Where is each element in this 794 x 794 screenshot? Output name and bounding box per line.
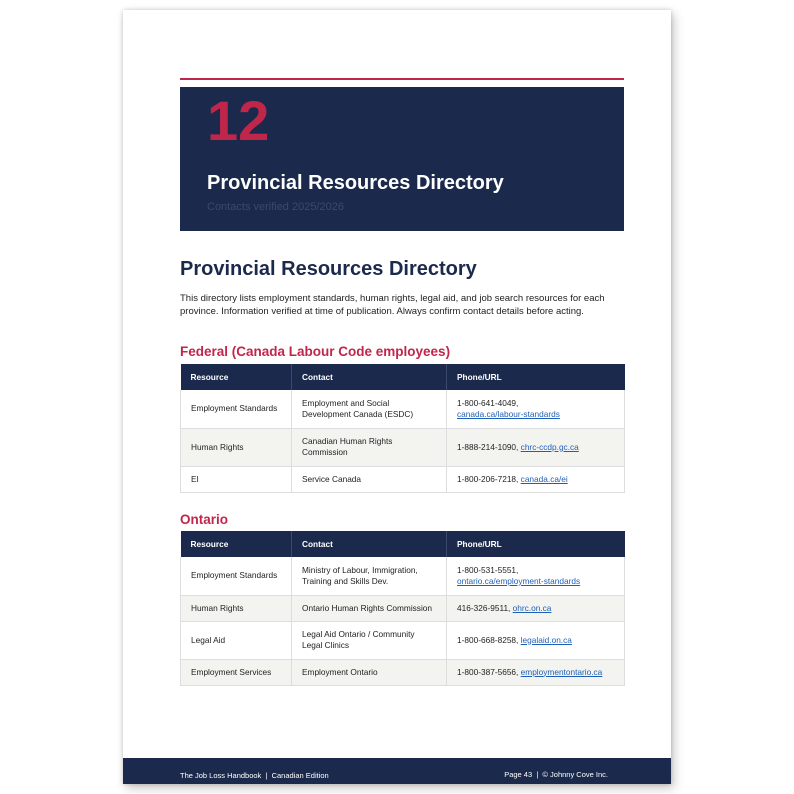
- contact-line: Canadian Human Rights: [302, 436, 393, 446]
- phone-number: 416-326-9511,: [457, 602, 511, 613]
- column-header-phone-url: Phone/URL: [447, 531, 625, 557]
- federal-table: [180, 364, 625, 493]
- cell-phone-url: [447, 595, 625, 621]
- cell-resource: Legal Aid: [181, 621, 292, 659]
- phone-number: 1-800-387-5656,: [457, 666, 519, 677]
- section-title: Provincial Resources Directory: [180, 258, 477, 280]
- cell-phone-url: [447, 466, 625, 492]
- resource-link[interactable]: legalaid.on.ca: [520, 634, 572, 645]
- cell-resource: Employment Standards: [181, 390, 292, 428]
- federal-heading: Federal (Canada Labour Code employees): [180, 344, 451, 359]
- phone-number: 1-800-668-8258,: [457, 634, 519, 645]
- resource-link[interactable]: ohrc.on.ca: [512, 602, 552, 613]
- cell-resource: Human Rights: [181, 428, 292, 466]
- footer-book-title: The Job Loss Handbook | Canadian Edition: [180, 771, 329, 780]
- resource-link[interactable]: canada.ca/labour-standards: [457, 408, 560, 419]
- phone-number: 1-800-641-4049,: [457, 397, 519, 408]
- ontario-table: [180, 531, 625, 686]
- table-row: [181, 390, 625, 428]
- cell-contact: [292, 390, 447, 428]
- chapter-subtitle: Contacts verified 2025/2026: [207, 201, 344, 213]
- footer-page-info: Page 43 | © Johnny Cove Inc.: [504, 770, 608, 779]
- cell-contact: Ontario Human Rights Commission: [292, 595, 447, 621]
- contact-line: Employment and Social: [302, 397, 390, 408]
- phone-number: 1-800-206-7218,: [457, 473, 519, 484]
- chapter-number: 12: [207, 89, 270, 152]
- contact-line: Commission: [302, 447, 348, 457]
- contact-line: Development Canada (ESDC): [302, 408, 414, 419]
- intro-line-2: province. Information verified at time of publication. Always confirm contact details before acting.: [180, 306, 584, 317]
- intro-line-1: This directory lists employment standards, human rights, legal aid, and job search resources for each: [180, 293, 605, 304]
- table-row: [181, 466, 625, 492]
- column-header-contact: Contact: [292, 531, 447, 557]
- column-header-resource: Resource: [181, 531, 292, 557]
- contact-line: Legal Clinics: [302, 640, 350, 650]
- cell-phone-url: [447, 621, 625, 659]
- cell-resource: Human Rights: [181, 595, 292, 621]
- chapter-banner: [180, 87, 624, 231]
- table-header-row: [181, 364, 625, 390]
- chapter-title: Provincial Resources Directory: [207, 172, 504, 194]
- table-row: [181, 621, 625, 659]
- resource-link[interactable]: employmentontario.ca: [520, 666, 603, 677]
- cell-contact: [292, 621, 447, 659]
- cell-contact: Employment Ontario: [292, 659, 447, 685]
- cell-resource: Employment Services: [181, 659, 292, 685]
- contact-line: Legal Aid Ontario / Community: [302, 629, 415, 639]
- cell-contact: [292, 557, 447, 595]
- cell-contact: Service Canada: [292, 466, 447, 492]
- column-header-phone-url: Phone/URL: [447, 364, 625, 390]
- intro-paragraph: [180, 292, 620, 318]
- contact-line: Training and Skills Dev.: [302, 575, 389, 586]
- contact-line: Ministry of Labour, Immigration,: [302, 564, 418, 575]
- cell-phone-url: [447, 428, 625, 466]
- phone-number: 1-888-214-1090,: [457, 441, 519, 452]
- phone-number: 1-800-531-5551,: [457, 564, 519, 575]
- cell-contact: [292, 428, 447, 466]
- ontario-heading: Ontario: [180, 512, 229, 527]
- cell-resource: Employment Standards: [181, 557, 292, 595]
- resource-link[interactable]: canada.ca/ei: [520, 473, 568, 484]
- table-row: [181, 595, 625, 621]
- column-header-resource: Resource: [181, 364, 292, 390]
- top-rule: [180, 78, 624, 80]
- resource-link[interactable]: chrc-ccdp.gc.ca: [520, 441, 579, 452]
- table-row: [181, 659, 625, 685]
- cell-resource: EI: [181, 466, 292, 492]
- table-row: [181, 428, 625, 466]
- cell-phone-url: [447, 659, 625, 685]
- cell-phone-url: [447, 557, 625, 595]
- table-row: [181, 557, 625, 595]
- table-header-row: [181, 531, 625, 557]
- page-footer: [123, 758, 671, 784]
- resource-link[interactable]: ontario.ca/employment-standards: [457, 575, 581, 586]
- document-page: [123, 10, 671, 784]
- column-header-contact: Contact: [292, 364, 447, 390]
- cell-phone-url: [447, 390, 625, 428]
